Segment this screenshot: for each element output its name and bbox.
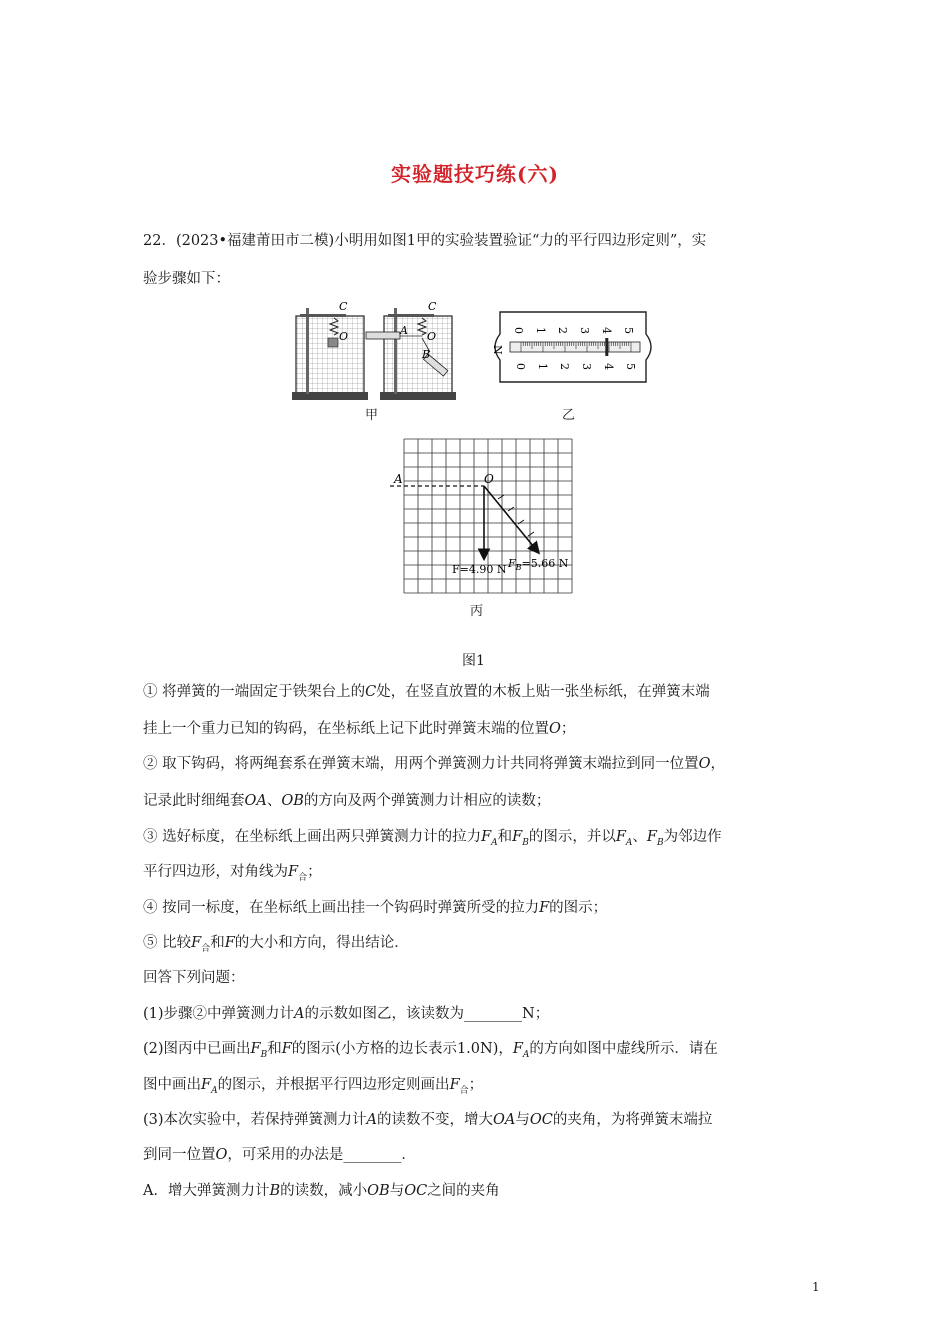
grid-label-o: O: [484, 472, 494, 486]
label-jia: 甲: [365, 408, 379, 423]
scale-bottom-tick-3: 3: [580, 363, 593, 370]
step-1-line2: 挂上一个重力已知的钩码，在坐标纸上记下此时弹簧末端的位置O；: [143, 721, 576, 737]
step-1-line1: ① 将弹簧的一端固定于铁架台上的C处，在竖直放置的木板上贴一张坐标纸，在弹簧末端: [143, 684, 710, 700]
grid-label-a: A: [394, 472, 403, 486]
scale-unit: N: [491, 345, 504, 355]
question-2-line1: (2)图丙中已画出$F_B$和F的图示(小方格的边长表示1.0N)，$F_A$的方向如图中虚线所示．请在: [143, 1041, 718, 1060]
step-4: ④ 按同一标度，在坐标纸上画出挂一个钩码时弹簧所受的拉力F的图示；: [143, 900, 608, 916]
scale-top-tick-2: 2: [556, 327, 569, 334]
question-intro-line2: 验步骤如下：: [143, 271, 230, 287]
answer-prompt: 回答下列问题：: [143, 970, 245, 986]
scale-bottom-tick-2: 2: [558, 363, 571, 370]
grid-label-fb: $F_B=5.66$ N: [508, 557, 569, 572]
spring-scale-figure: [488, 308, 658, 386]
force-grid-figure: [386, 435, 576, 597]
step-3-line2: 平行四边形，对角线为$F_合$；: [143, 864, 322, 883]
grid-label-f: F=4.90 N: [452, 563, 507, 576]
step-3-line1: ③ 选好标度，在坐标纸上画出两只弹簧测力计的拉力$F_A$和$F_B$的图示，并以$F_A$、$F_B$为邻边作: [143, 829, 722, 848]
scale-top-tick-3: 3: [578, 327, 591, 334]
question-3-line2: 到同一位置O，可采用的办法是________．: [143, 1147, 416, 1163]
label-bing: 丙: [470, 604, 484, 619]
step-5: ⑤ 比较$F_合$和F的大小和方向，得出结论．: [143, 935, 409, 954]
figure-caption: 图1: [462, 653, 485, 669]
label-o-right: O: [427, 330, 437, 343]
option-a: A．增大弹簧测力计B的读数，减小OB与OC之间的夹角: [143, 1183, 500, 1199]
scale-top-tick-1: 1: [534, 327, 547, 334]
scale-top-tick-0: 0: [512, 327, 525, 334]
label-a: A: [400, 324, 408, 337]
scale-pointer: [605, 338, 608, 356]
page-title: 实验题技巧练(六): [391, 162, 559, 186]
scale-bottom-tick-4: 4: [602, 363, 615, 370]
question-intro-line1: 22．(2023•福建莆田市二模)小明用如图1甲的实验装置验证“力的平行四边形定则”，实: [143, 233, 707, 249]
label-o-left: O: [339, 330, 349, 343]
question-3-line1: (3)本次实验中，若保持弹簧测力计A的读数不变，增大OA与OC的夹角，为将弹簧末端拉: [143, 1112, 713, 1128]
question-1: (1)步骤②中弹簧测力计A的示数如图乙，该读数为________N；: [143, 1006, 550, 1022]
page-number: 1: [812, 1280, 820, 1294]
label-c-left: C: [339, 300, 348, 313]
scale-bottom-tick-5: 5: [624, 363, 637, 370]
scale-bottom-tick-1: 1: [536, 363, 549, 370]
label-b: B: [422, 348, 431, 361]
scale-bottom-tick-0: 0: [514, 363, 527, 370]
step-2-line1: ② 取下钩码，将两绳套系在弹簧末端，用两个弹簧测力计共同将弹簧末端拉到同一位置O，: [143, 756, 725, 772]
question-2-line2: 图中画出$F_A$的图示，并根据平行四边形定则画出$F_合$；: [143, 1077, 484, 1096]
scale-top-tick-4: 4: [600, 327, 613, 334]
apparatus-figure: [292, 298, 472, 404]
label-c-right: C: [428, 300, 437, 313]
scale-top-tick-5: 5: [622, 327, 635, 334]
label-yi: 乙: [562, 408, 576, 423]
step-2-line2: 记录此时细绳套OA、OB的方向及两个弹簧测力计相应的读数；: [143, 793, 551, 809]
